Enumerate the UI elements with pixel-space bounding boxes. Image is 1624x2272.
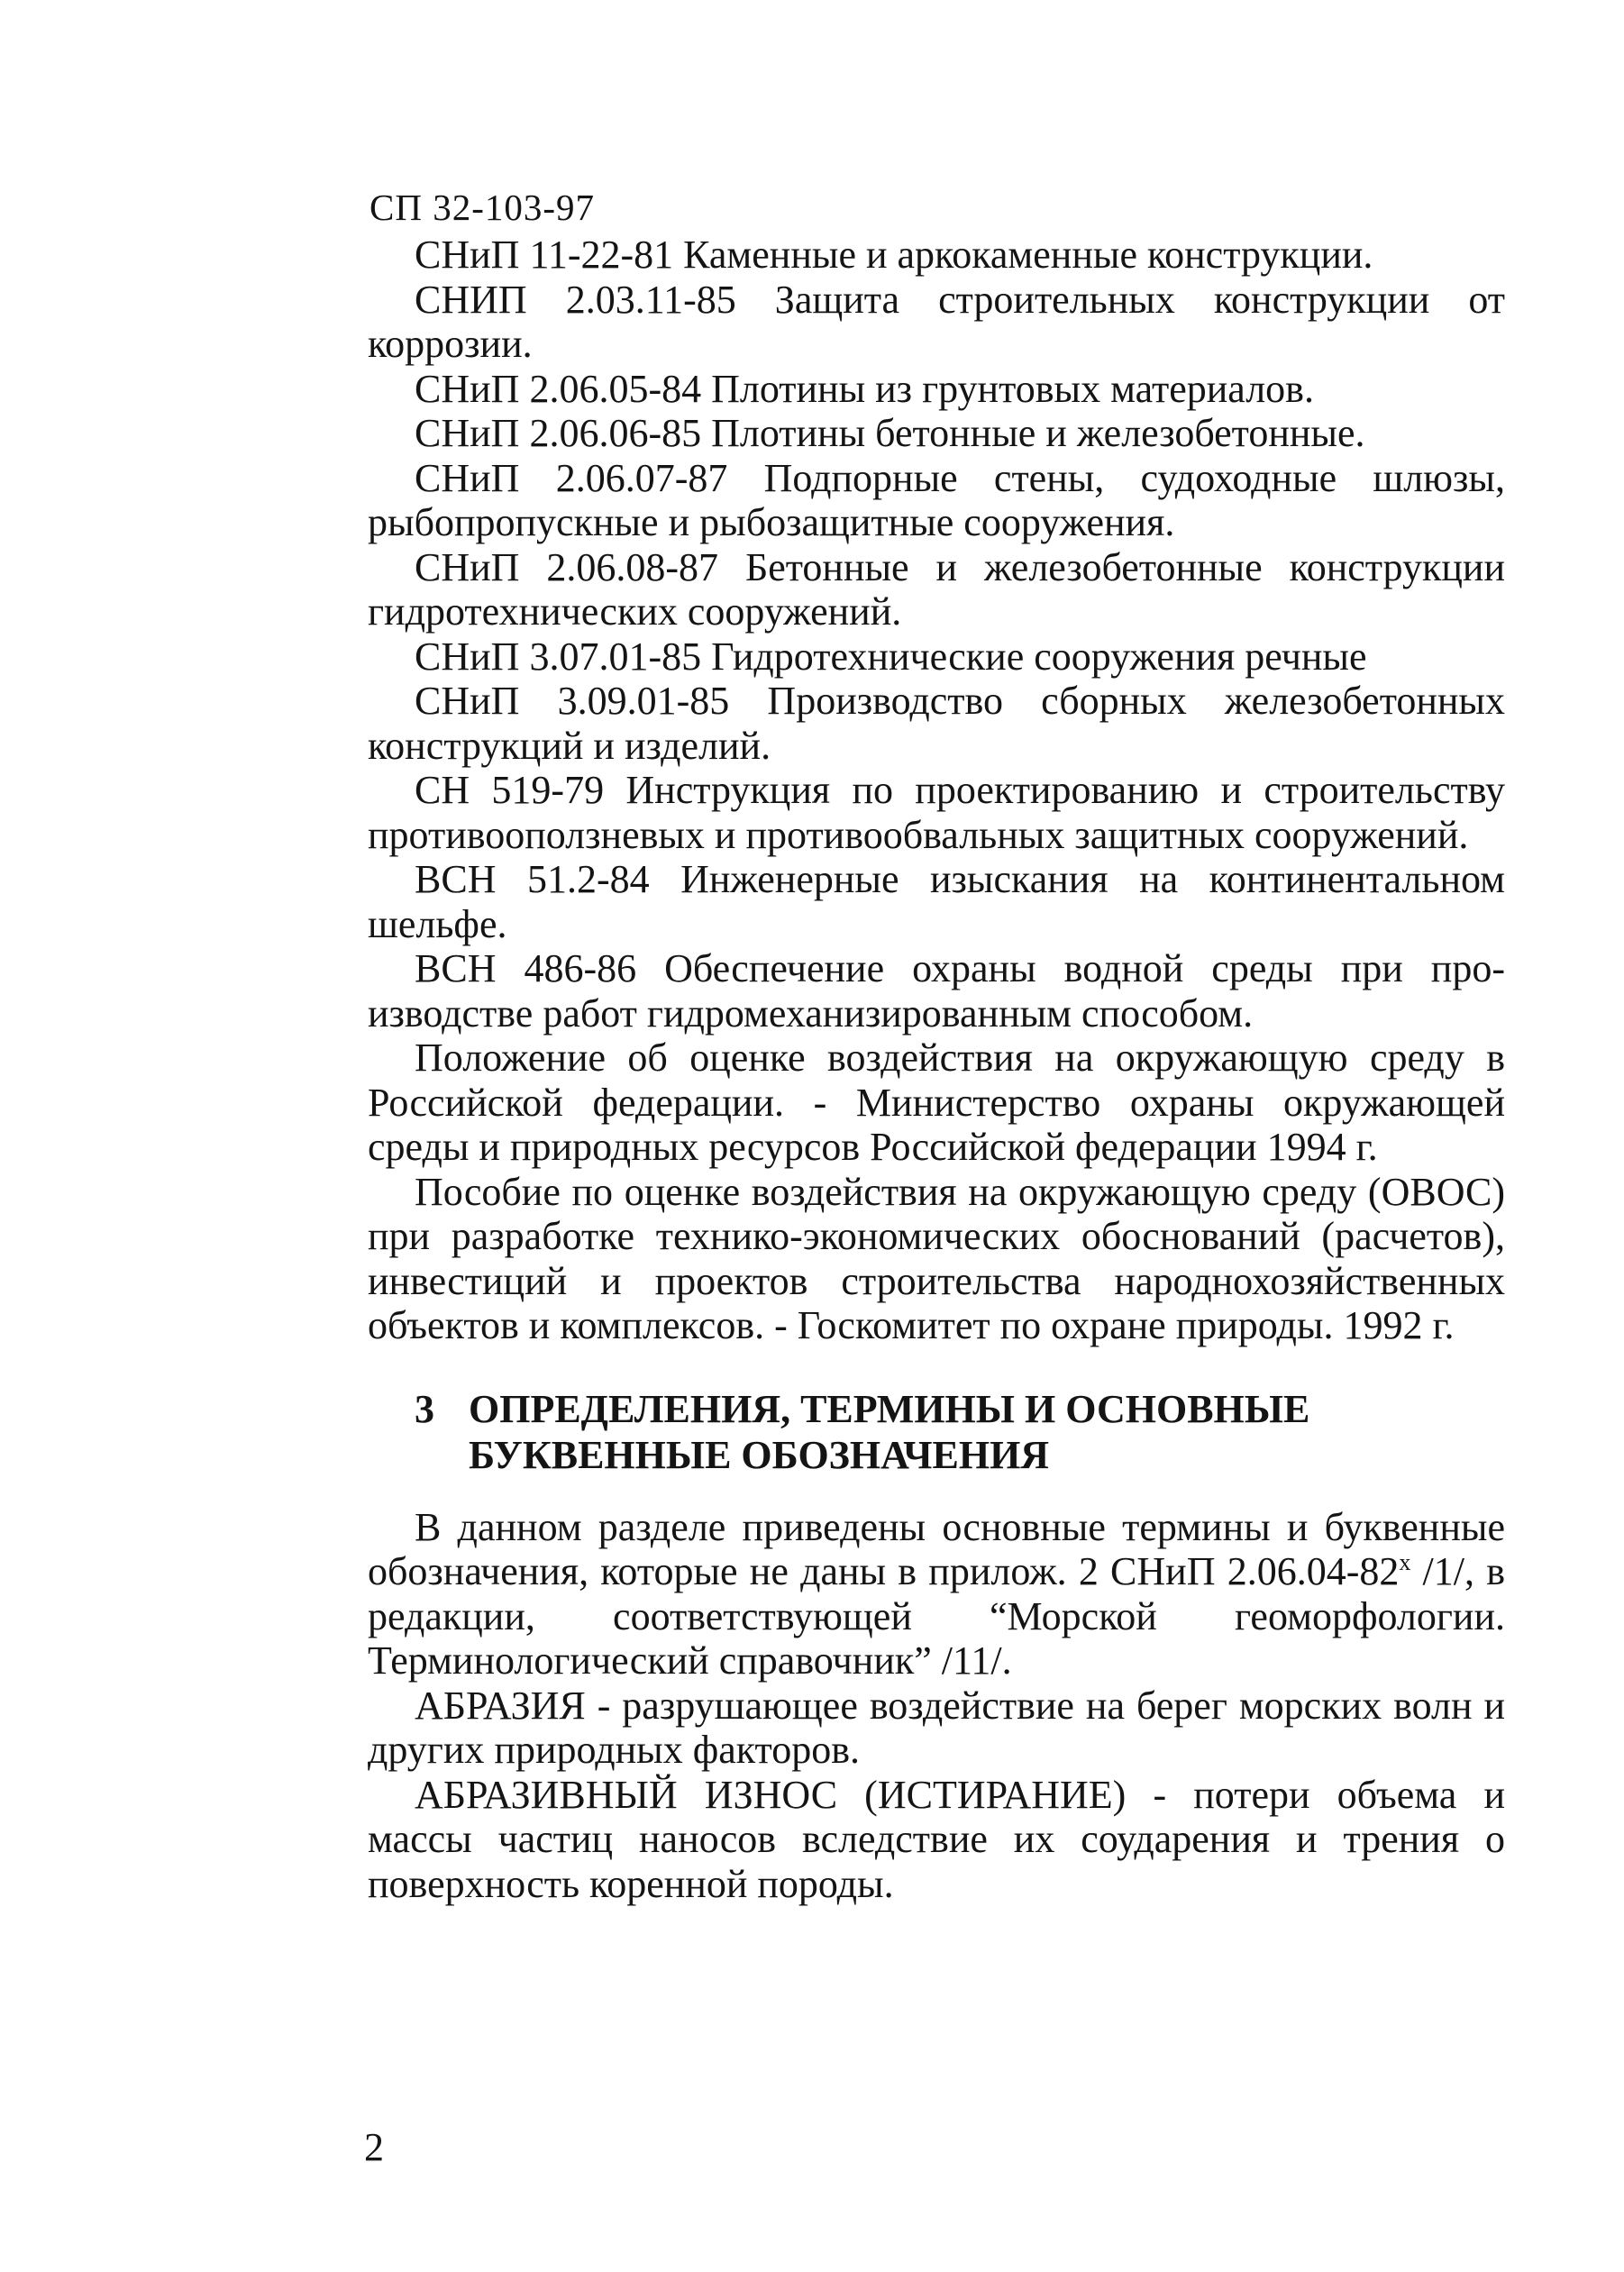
reference-item: СНиП 2.06.07-87 Подпорные стены, судоходные шлюзы, рыбопропускные и рыбозащитные сооружения.: [368, 455, 1505, 544]
definition-abrasive-wear: АБРАЗИВНЫЙ ИЗНОС (ИСТИРАНИЕ) - потери объема и массы частиц наносов вследствие их соударения и трения о поверхность коренной породы.: [368, 1772, 1505, 1906]
definition-abrasion: АБРАЗИЯ - разрушающее воздействие на берег морских волн и других природных факторов.: [368, 1683, 1505, 1772]
reference-item: Положение об оценке воздействия на окружающую среду в Российской федерации. - Министерство охраны окружающей среды и природных ресурсов Российской федерации 1994 г.: [368, 1036, 1505, 1169]
references-list: [368, 233, 1505, 1348]
reference-item: СНИП 2.03.11-85 Защита строительных конструкции от коррозии.: [368, 277, 1505, 366]
reference-item: ВСН 51.2-84 Инженерные изыскания на континентальном шельфе.: [368, 857, 1505, 946]
reference-item: СНиП 3.07.01-85 Гидротехнические сооружения речные: [415, 634, 1367, 679]
page-number: 2: [364, 2125, 384, 2169]
reference-item: СНиП 2.06.08-87 Бетонные и железобетонные конструкции гидротехнических сооружений.: [368, 544, 1505, 634]
reference-item: СНиП 2.06.05-84 Плотины из грунтовых материалов.: [415, 366, 1314, 411]
section-intro-paragraph: [368, 1505, 1505, 1683]
document-code-header: СП 32-103-97: [370, 187, 596, 228]
reference-item: Пособие по оценке воздействия на окружающую среду (ОВОС) при разработке технико-экономических обоснований (расчетов), инвестиций и проектов строительства народнохозяйственных объектов и комплексов. - Госкомитет по охране природы. 1992 г.: [368, 1169, 1505, 1347]
reference-item: СНиП 11-22-81 Каменные и аркокаменные конструкции.: [415, 233, 1373, 277]
intro-text-end: /1/, в редакции, соответствующей “Морской геоморфологии. Терминологический справочник” /11/.: [368, 1549, 1505, 1683]
reference-item: СНиП 2.06.06-85 Плотины бетонные и железобетонные.: [415, 411, 1365, 455]
section-heading: [368, 1386, 1505, 1478]
section-number: 3: [415, 1386, 434, 1431]
document-body: [368, 233, 1505, 1906]
reference-item: ВСН 486-86 Обеспечение охраны водной среды при производстве работ гидромеханизированным способом.: [368, 946, 1505, 1036]
intro-text-start: В данном разделе приведены основные термины и буквенные обозначения, которые не даны в прилож. 2 СНиП 2.06.04-82: [368, 1504, 1505, 1593]
reference-item: СНиП 3.09.01-85 Производство сборных железобетонных конструкций и изделий.: [368, 679, 1505, 768]
superscript-mark: х: [1399, 1549, 1411, 1575]
section-title-line1: ОПРЕДЕЛЕНИЯ, ТЕРМИНЫ И ОСНОВНЫЕ: [469, 1386, 1310, 1431]
section-title-line2: БУКВЕННЫЕ ОБОЗНАЧЕНИЯ: [469, 1432, 1050, 1477]
reference-item: СН 519-79 Инструкция по проектированию и строительству противооползневых и противообвальных защитных сооружений.: [368, 768, 1505, 857]
